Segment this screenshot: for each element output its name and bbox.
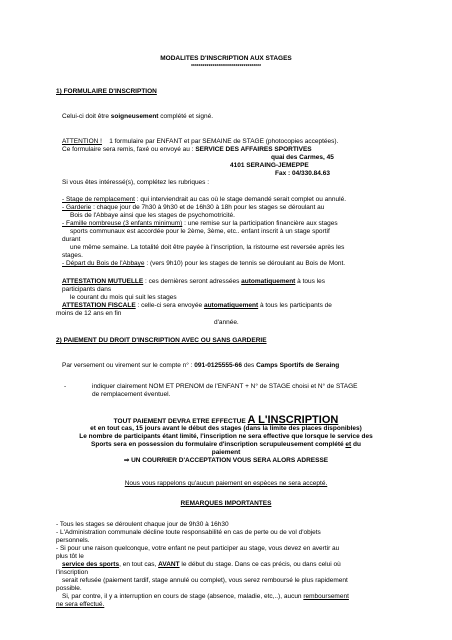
- mutuelle-line: ATTESTATION MUTUELLE : ces dernières seront adressées automatiquement à tous les: [62, 278, 325, 285]
- fiscale-line-2: moins de 12 ans en fin: [56, 310, 122, 317]
- fax-line: Fax : 04/330.84.63: [275, 170, 330, 177]
- title-stars: ************************************: [190, 64, 262, 70]
- interesse-line: Si vous êtes intéressé(s), complétez les rubriques :: [62, 179, 210, 186]
- page-title: MODALITES D'INSCRIPTION AUX STAGES: [160, 55, 292, 62]
- remarque-2b: personnels.: [56, 537, 90, 544]
- remplacement-line: - Stage de remplacement : qui interviendrait au cas où le stage demandé serait complet ou annulé.: [62, 196, 347, 203]
- fiscale-line-3: d'année.: [214, 319, 239, 326]
- remarque-2: - L'Administration communale décline toute responsabilité en cas de perte ou de vol d'objets: [56, 529, 321, 536]
- virement-line: Par versement ou virement sur le compte n° : 091-0125555-66 des Camps Sportifs de Seraing: [62, 362, 340, 369]
- paiement-line-3: Sports sera en possession du formulaire d'inscription scrupuleusement complété et du: [91, 441, 361, 448]
- paiement-heading: TOUT PAIEMENT DEVRA ETRE EFFECTUE A L'INSCRIPTION: [113, 414, 339, 426]
- address-line-2: 4101 SERAING-JEMEPPE: [230, 162, 309, 169]
- indiquer-dash: -: [64, 383, 67, 390]
- acceptation-line: ⇒ UN COURRIER D'ACCEPTATION VOUS SERA ALORS ADRESSE: [123, 457, 329, 464]
- paiement-line-4: paiement: [211, 449, 241, 456]
- address-line-1: quai des Carmes, 45: [271, 154, 334, 161]
- remarque-7: ne sera effectué.: [56, 601, 105, 608]
- garderie-line-2: Bois de l'Abbaye ainsi que les stages de psychomotricité.: [70, 212, 235, 219]
- remarque-5b: possible.: [56, 585, 82, 592]
- paiement-line-1: et en tout cas, 15 jours avant le début des stages (dans la limite des places disponibles): [90, 425, 362, 432]
- indiquer-line-2: de remplacement éventuel.: [92, 391, 171, 398]
- remarque-3b: plus tôt le: [56, 553, 84, 560]
- garderie-line: - Garderie : chaque jour de 7h30 à 9h30 et de 16h30 à 18h pour les stages se déroulant au: [62, 204, 325, 211]
- famille-line-2: sports communaux est accordée pour le 2ème, 3ème, etc.. enfant inscrit à un stage sportif: [70, 228, 330, 235]
- mutuelle-line-2: participants dans: [62, 286, 112, 293]
- remarques-heading: REMARQUES IMPORTANTES: [180, 500, 272, 507]
- famille-line-5: stages.: [62, 252, 83, 259]
- remarque-4: service des sports, en tout cas, AVANT le début du stage. Dans ce cas précis, ou dans celui où: [62, 561, 341, 568]
- especes-notice: Nous vous rappelons qu'aucun paiement en espèces ne sera accepté.: [124, 480, 328, 487]
- remarque-6: Si, par contre, il y a interruption en cours de stage (absence, maladie, etc,..), aucun remboursement: [62, 593, 349, 600]
- section-2-heading: 2) PAIEMENT DU DROIT D'INSCRIPTION AVEC OU SANS GARDERIE: [56, 337, 267, 344]
- paiement-line-2: Le nombre de participants étant limité, l'inscription ne sera effective que lorsque le service des: [79, 433, 373, 440]
- remis-line: Ce formulaire sera remis, faxé ou envoyé au : SERVICE DES AFFAIRES SPORTIVES: [62, 146, 312, 153]
- s1-intro: Celui-ci doit être soigneusement complété et signé.: [62, 113, 214, 120]
- remarque-4b: l'inscription: [56, 569, 88, 576]
- remarque-1: - Tous les stages se déroulent chaque jour de 9h30 à 16h30: [56, 521, 229, 528]
- attention-line: ATTENTION ! 1 formulaire par ENFANT et par SEMAINE de STAGE (photocopies acceptées).: [62, 138, 339, 145]
- remarque-3: - Si pour une raison quelconque, votre enfant ne peut participer au stage, vous devez en avertir au: [56, 545, 340, 552]
- arrow-right-icon: ⇒: [123, 457, 130, 464]
- section-1-heading: 1) FORMULAIRE D'INSCRIPTION: [56, 88, 157, 95]
- mutuelle-line-3: le courant du mois qui suit les stages: [70, 294, 177, 301]
- fiscale-line: ATTESTATION FISCALE : celle-ci sera envoyée automatiquement à tous les participants de: [62, 302, 332, 309]
- famille-line-4: une même semaine. La totalité doit être payée à l'inscription, la ristourne est reversée après les: [70, 244, 345, 251]
- famille-line-3: durant: [62, 236, 81, 243]
- remarque-5: serait refusée (paiement tardif, stage annulé ou complet), vous serez remboursé le plus rapidement: [62, 577, 348, 584]
- depart-line: - Départ du Bois de l'Abbaye : (vers 9h10) pour les stages de tennis se déroulant au Bois de Mont.: [62, 260, 346, 267]
- famille-line: - Famille nombreuse (3 enfants minimum) : une remise sur la participation financière aux stages: [62, 220, 338, 227]
- indiquer-line: indiquer clairement NOM ET PRENOM de l'ENFANT + N° de STAGE choisi et N° de STAGE: [92, 383, 358, 390]
